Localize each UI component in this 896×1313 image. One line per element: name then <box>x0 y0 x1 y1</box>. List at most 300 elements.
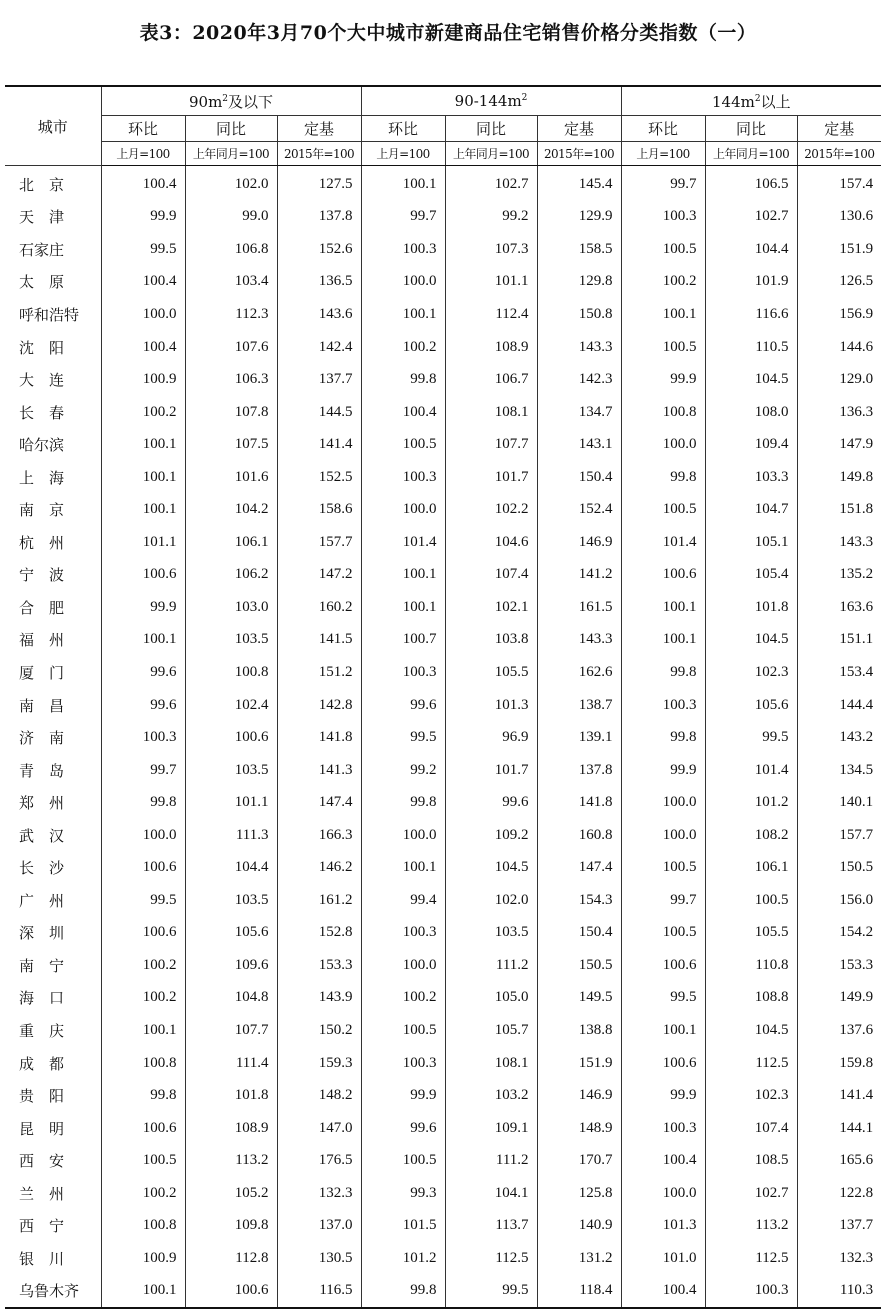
index-value-cell: 150.5 <box>537 949 621 982</box>
sub-header-mom: 环比 <box>101 116 185 142</box>
index-value-cell: 159.8 <box>797 1047 881 1080</box>
index-value-cell: 107.4 <box>445 559 537 592</box>
index-value-cell: 102.3 <box>705 1079 797 1112</box>
index-value-cell: 100.1 <box>101 461 185 494</box>
index-value-cell: 135.2 <box>797 559 881 592</box>
index-value-cell: 96.9 <box>445 721 537 754</box>
index-value-cell: 100.1 <box>361 298 445 331</box>
index-value-cell: 99.9 <box>621 754 705 787</box>
index-value-cell: 100.3 <box>621 201 705 234</box>
index-value-cell: 101.7 <box>445 754 537 787</box>
index-value-cell: 147.4 <box>277 786 361 819</box>
index-value-cell: 148.9 <box>537 1112 621 1145</box>
city-name-cell: 广 州 <box>19 891 65 910</box>
table-row <box>5 786 881 819</box>
index-value-cell: 99.5 <box>621 982 705 1015</box>
index-value-cell: 104.5 <box>705 363 797 396</box>
city-name-cell: 深 圳 <box>19 924 65 943</box>
index-value-cell: 157.7 <box>277 526 361 559</box>
index-value-cell: 101.8 <box>705 591 797 624</box>
index-value-cell: 152.4 <box>537 493 621 526</box>
index-value-cell: 137.7 <box>277 363 361 396</box>
index-value-cell: 126.5 <box>797 266 881 299</box>
index-value-cell: 100.0 <box>101 298 185 331</box>
index-value-cell: 101.3 <box>445 689 537 722</box>
base-label-prev-year: 上年同月=100 <box>185 142 277 166</box>
index-value-cell: 99.7 <box>621 884 705 917</box>
index-value-cell: 99.5 <box>101 233 185 266</box>
index-value-cell: 138.8 <box>537 1014 621 1047</box>
index-value-cell: 136.5 <box>277 266 361 299</box>
index-value-cell: 103.2 <box>445 1079 537 1112</box>
index-value-cell: 142.4 <box>277 331 361 364</box>
index-value-cell: 100.1 <box>361 559 445 592</box>
table-row <box>5 1242 881 1275</box>
index-value-cell: 100.4 <box>101 166 185 201</box>
sub-header-yoy: 同比 <box>445 116 537 142</box>
index-value-cell: 105.0 <box>445 982 537 1015</box>
city-name-cell: 银 川 <box>19 1249 65 1268</box>
index-value-cell: 100.8 <box>621 396 705 429</box>
index-value-cell: 100.5 <box>621 851 705 884</box>
index-value-cell: 100.5 <box>705 884 797 917</box>
index-value-cell: 152.8 <box>277 917 361 950</box>
index-value-cell: 138.7 <box>537 689 621 722</box>
index-value-cell: 104.4 <box>705 233 797 266</box>
index-value-cell: 100.1 <box>101 1014 185 1047</box>
index-value-cell: 107.3 <box>445 233 537 266</box>
index-value-cell: 105.6 <box>185 917 277 950</box>
index-value-cell: 100.3 <box>361 461 445 494</box>
index-value-cell: 125.8 <box>537 1177 621 1210</box>
index-value-cell: 100.6 <box>621 559 705 592</box>
city-column-header: 城市 <box>5 86 101 166</box>
index-value-cell: 142.3 <box>537 363 621 396</box>
index-value-cell: 141.4 <box>277 428 361 461</box>
table-row <box>5 233 881 266</box>
index-value-cell: 153.4 <box>797 656 881 689</box>
index-value-cell: 137.8 <box>537 754 621 787</box>
index-value-cell: 150.4 <box>537 917 621 950</box>
index-value-cell: 153.3 <box>277 949 361 982</box>
index-value-cell: 107.5 <box>185 428 277 461</box>
index-value-cell: 104.5 <box>705 1014 797 1047</box>
city-name-cell: 宁 波 <box>19 566 65 585</box>
index-value-cell: 170.7 <box>537 1144 621 1177</box>
index-value-cell: 141.2 <box>537 559 621 592</box>
index-value-cell: 129.9 <box>537 201 621 234</box>
index-value-cell: 141.8 <box>277 721 361 754</box>
index-value-cell: 147.4 <box>537 851 621 884</box>
index-value-cell: 100.2 <box>101 396 185 429</box>
index-value-cell: 108.0 <box>705 396 797 429</box>
index-value-cell: 102.7 <box>705 1177 797 1210</box>
index-value-cell: 149.9 <box>797 982 881 1015</box>
index-value-cell: 101.4 <box>705 754 797 787</box>
index-value-cell: 99.7 <box>621 166 705 201</box>
index-value-cell: 156.0 <box>797 884 881 917</box>
index-value-cell: 142.8 <box>277 689 361 722</box>
index-value-cell: 151.9 <box>537 1047 621 1080</box>
index-value-cell: 100.1 <box>621 298 705 331</box>
index-value-cell: 143.3 <box>537 331 621 364</box>
index-value-cell: 99.5 <box>705 721 797 754</box>
index-value-cell: 141.4 <box>797 1079 881 1112</box>
city-name-cell: 大 连 <box>19 371 65 390</box>
index-value-cell: 154.2 <box>797 917 881 950</box>
city-name-cell: 西 宁 <box>19 1217 65 1236</box>
index-value-cell: 100.2 <box>101 982 185 1015</box>
index-value-cell: 104.6 <box>445 526 537 559</box>
index-value-cell: 99.4 <box>361 884 445 917</box>
table-row <box>5 949 881 982</box>
index-value-cell: 104.1 <box>445 1177 537 1210</box>
index-value-cell: 103.8 <box>445 624 537 657</box>
index-value-cell: 100.6 <box>621 949 705 982</box>
city-name-cell: 南 昌 <box>19 696 65 715</box>
index-value-cell: 130.6 <box>797 201 881 234</box>
index-value-cell: 99.9 <box>361 1079 445 1112</box>
index-value-cell: 105.6 <box>705 689 797 722</box>
index-value-cell: 100.0 <box>101 819 185 852</box>
table-title: 表3：2020年3月70个大中城市新建商品住宅销售价格分类指数（一） <box>139 22 757 44</box>
index-value-cell: 102.0 <box>445 884 537 917</box>
index-value-cell: 158.6 <box>277 493 361 526</box>
index-value-cell: 106.3 <box>185 363 277 396</box>
index-value-cell: 150.8 <box>537 298 621 331</box>
index-value-cell: 143.3 <box>537 624 621 657</box>
table-row <box>5 201 881 234</box>
index-value-cell: 112.5 <box>705 1047 797 1080</box>
index-value-cell: 141.5 <box>277 624 361 657</box>
index-value-cell: 100.6 <box>621 1047 705 1080</box>
index-value-cell: 99.5 <box>361 721 445 754</box>
table-row <box>5 851 881 884</box>
index-value-cell: 103.5 <box>445 917 537 950</box>
index-value-cell: 101.6 <box>185 461 277 494</box>
index-value-cell: 100.8 <box>101 1210 185 1243</box>
index-value-cell: 109.8 <box>185 1210 277 1243</box>
index-value-cell: 158.5 <box>537 233 621 266</box>
table-row <box>5 428 881 461</box>
index-value-cell: 101.2 <box>361 1242 445 1275</box>
index-value-cell: 111.4 <box>185 1047 277 1080</box>
city-name-cell: 南 京 <box>19 501 65 520</box>
city-name-cell: 天 津 <box>19 208 65 227</box>
index-value-cell: 100.1 <box>361 591 445 624</box>
table-row <box>5 917 881 950</box>
index-value-cell: 100.0 <box>361 949 445 982</box>
index-value-cell: 162.6 <box>537 656 621 689</box>
index-value-cell: 163.6 <box>797 591 881 624</box>
index-value-cell: 100.6 <box>101 1112 185 1145</box>
index-value-cell: 99.5 <box>101 884 185 917</box>
base-label-prev-year: 上年同月=100 <box>705 142 797 166</box>
index-value-cell: 101.7 <box>445 461 537 494</box>
index-value-cell: 140.9 <box>537 1210 621 1243</box>
index-value-cell: 110.8 <box>705 949 797 982</box>
index-value-cell: 102.2 <box>445 493 537 526</box>
table-row <box>5 754 881 787</box>
index-value-cell: 100.3 <box>361 917 445 950</box>
index-value-cell: 108.9 <box>445 331 537 364</box>
index-value-cell: 100.3 <box>361 1047 445 1080</box>
index-value-cell: 109.2 <box>445 819 537 852</box>
index-value-cell: 150.5 <box>797 851 881 884</box>
index-value-cell: 145.4 <box>537 166 621 201</box>
index-value-cell: 99.8 <box>101 786 185 819</box>
index-value-cell: 100.6 <box>185 721 277 754</box>
index-value-cell: 100.3 <box>621 689 705 722</box>
index-value-cell: 100.3 <box>361 233 445 266</box>
index-value-cell: 160.8 <box>537 819 621 852</box>
city-name-cell: 青 岛 <box>19 761 65 780</box>
index-value-cell: 105.2 <box>185 1177 277 1210</box>
index-value-cell: 109.4 <box>705 428 797 461</box>
city-name-cell: 武 汉 <box>19 826 65 845</box>
index-value-cell: 99.8 <box>361 363 445 396</box>
index-value-cell: 112.5 <box>705 1242 797 1275</box>
city-name-cell: 西 安 <box>19 1152 65 1171</box>
table-row <box>5 1014 881 1047</box>
index-value-cell: 99.6 <box>101 689 185 722</box>
index-value-cell: 100.6 <box>185 1275 277 1309</box>
index-value-cell: 100.4 <box>101 266 185 299</box>
index-value-cell: 149.8 <box>797 461 881 494</box>
index-value-cell: 122.8 <box>797 1177 881 1210</box>
index-value-cell: 99.2 <box>445 201 537 234</box>
table-body <box>5 166 881 1309</box>
index-value-cell: 134.5 <box>797 754 881 787</box>
table-row <box>5 1177 881 1210</box>
index-value-cell: 99.3 <box>361 1177 445 1210</box>
index-value-cell: 107.7 <box>185 1014 277 1047</box>
index-value-cell: 106.7 <box>445 363 537 396</box>
index-value-cell: 101.1 <box>101 526 185 559</box>
index-value-cell: 116.6 <box>705 298 797 331</box>
index-value-cell: 146.9 <box>537 526 621 559</box>
city-name-cell: 海 口 <box>19 989 65 1008</box>
index-value-cell: 100.5 <box>361 1014 445 1047</box>
index-value-cell: 147.2 <box>277 559 361 592</box>
table-header <box>5 86 881 166</box>
index-value-cell: 99.0 <box>185 201 277 234</box>
index-value-cell: 143.1 <box>537 428 621 461</box>
index-value-cell: 99.9 <box>101 201 185 234</box>
index-value-cell: 99.7 <box>101 754 185 787</box>
table-row <box>5 266 881 299</box>
city-name-cell: 郑 州 <box>19 794 65 813</box>
index-value-cell: 137.7 <box>797 1210 881 1243</box>
index-value-cell: 100.4 <box>621 1275 705 1309</box>
index-value-cell: 99.6 <box>361 689 445 722</box>
sub-header-mom: 环比 <box>361 116 445 142</box>
index-value-cell: 149.5 <box>537 982 621 1015</box>
index-value-cell: 102.1 <box>445 591 537 624</box>
index-value-cell: 110.3 <box>797 1275 881 1309</box>
index-value-cell: 105.1 <box>705 526 797 559</box>
index-value-cell: 99.9 <box>621 363 705 396</box>
index-value-cell: 132.3 <box>797 1242 881 1275</box>
index-value-cell: 103.5 <box>185 624 277 657</box>
index-value-cell: 102.3 <box>705 656 797 689</box>
index-value-cell: 100.6 <box>101 851 185 884</box>
index-value-cell: 112.3 <box>185 298 277 331</box>
index-value-cell: 157.7 <box>797 819 881 852</box>
index-value-cell: 147.0 <box>277 1112 361 1145</box>
index-value-cell: 127.5 <box>277 166 361 201</box>
index-value-cell: 99.6 <box>445 786 537 819</box>
index-value-cell: 143.2 <box>797 721 881 754</box>
index-value-cell: 136.3 <box>797 396 881 429</box>
index-value-cell: 107.7 <box>445 428 537 461</box>
city-name-cell: 上 海 <box>19 468 65 487</box>
base-label-prev-month: 上月=100 <box>101 142 185 166</box>
city-name-cell: 呼和浩特 <box>19 305 80 324</box>
index-value-cell: 100.1 <box>101 1275 185 1309</box>
index-value-cell: 99.9 <box>101 591 185 624</box>
index-value-cell: 100.9 <box>101 1242 185 1275</box>
index-value-cell: 100.0 <box>621 819 705 852</box>
base-label-2015: 2015年=100 <box>537 142 621 166</box>
index-value-cell: 141.3 <box>277 754 361 787</box>
index-value-cell: 101.4 <box>621 526 705 559</box>
index-value-cell: 100.4 <box>361 396 445 429</box>
index-value-cell: 100.5 <box>621 493 705 526</box>
table-row <box>5 461 881 494</box>
index-value-cell: 100.6 <box>101 559 185 592</box>
index-value-cell: 112.8 <box>185 1242 277 1275</box>
index-value-cell: 100.5 <box>101 1144 185 1177</box>
base-label-prev-month: 上月=100 <box>361 142 445 166</box>
index-value-cell: 100.7 <box>361 624 445 657</box>
index-value-cell: 146.9 <box>537 1079 621 1112</box>
index-value-cell: 105.5 <box>705 917 797 950</box>
index-value-cell: 153.3 <box>797 949 881 982</box>
index-value-cell: 102.7 <box>705 201 797 234</box>
index-value-cell: 99.8 <box>361 1275 445 1309</box>
index-value-cell: 105.5 <box>445 656 537 689</box>
index-value-cell: 104.5 <box>445 851 537 884</box>
index-value-cell: 100.5 <box>361 428 445 461</box>
index-value-cell: 106.2 <box>185 559 277 592</box>
index-value-cell: 100.6 <box>101 917 185 950</box>
index-value-cell: 100.1 <box>101 493 185 526</box>
index-value-cell: 100.0 <box>621 428 705 461</box>
index-value-cell: 108.1 <box>445 396 537 429</box>
city-name-cell: 兰 州 <box>19 1184 65 1203</box>
index-value-cell: 143.9 <box>277 982 361 1015</box>
index-value-cell: 108.9 <box>185 1112 277 1145</box>
group-header-large: $144m^2$以上 <box>621 86 881 116</box>
city-name-cell: 沈 阳 <box>19 338 65 357</box>
index-value-cell: 101.4 <box>361 526 445 559</box>
city-name-cell: 贵 阳 <box>19 1087 65 1106</box>
city-name-cell: 成 都 <box>19 1054 65 1073</box>
index-value-cell: 156.9 <box>797 298 881 331</box>
sub-header-yoy: 同比 <box>705 116 797 142</box>
index-value-cell: 103.5 <box>185 754 277 787</box>
index-value-cell: 107.8 <box>185 396 277 429</box>
city-name-cell: 石家庄 <box>19 240 65 259</box>
table-row <box>5 1047 881 1080</box>
index-value-cell: 108.8 <box>705 982 797 1015</box>
index-value-cell: 99.8 <box>101 1079 185 1112</box>
index-value-cell: 152.5 <box>277 461 361 494</box>
table-row <box>5 559 881 592</box>
table-row <box>5 982 881 1015</box>
index-value-cell: 157.4 <box>797 166 881 201</box>
index-value-cell: 100.1 <box>621 624 705 657</box>
index-value-cell: 99.6 <box>361 1112 445 1145</box>
index-value-cell: 140.1 <box>797 786 881 819</box>
city-name-cell: 长 沙 <box>19 859 65 878</box>
index-value-cell: 104.2 <box>185 493 277 526</box>
table-row <box>5 1079 881 1112</box>
index-value-cell: 100.3 <box>101 721 185 754</box>
index-value-cell: 100.2 <box>621 266 705 299</box>
city-name-cell: 济 南 <box>19 729 65 748</box>
table-row <box>5 1275 881 1309</box>
base-label-prev-year: 上年同月=100 <box>445 142 537 166</box>
index-value-cell: 104.7 <box>705 493 797 526</box>
index-value-cell: 100.8 <box>101 1047 185 1080</box>
index-value-cell: 132.3 <box>277 1177 361 1210</box>
table-row <box>5 656 881 689</box>
index-value-cell: 159.3 <box>277 1047 361 1080</box>
index-value-cell: 99.8 <box>621 461 705 494</box>
index-value-cell: 101.2 <box>705 786 797 819</box>
index-value-cell: 150.2 <box>277 1014 361 1047</box>
index-value-cell: 99.5 <box>445 1275 537 1309</box>
index-value-cell: 152.6 <box>277 233 361 266</box>
table-row <box>5 396 881 429</box>
table-row <box>5 1210 881 1243</box>
index-value-cell: 150.4 <box>537 461 621 494</box>
index-value-cell: 105.7 <box>445 1014 537 1047</box>
table-row <box>5 298 881 331</box>
index-value-cell: 100.1 <box>101 428 185 461</box>
index-value-cell: 134.7 <box>537 396 621 429</box>
index-value-cell: 100.0 <box>621 1177 705 1210</box>
index-value-cell: 143.3 <box>797 526 881 559</box>
index-value-cell: 137.6 <box>797 1014 881 1047</box>
index-value-cell: 102.7 <box>445 166 537 201</box>
index-value-cell: 103.0 <box>185 591 277 624</box>
index-value-cell: 151.2 <box>277 656 361 689</box>
index-value-cell: 99.9 <box>621 1079 705 1112</box>
index-value-cell: 101.3 <box>621 1210 705 1243</box>
city-name-cell: 太 原 <box>19 273 65 292</box>
index-value-cell: 113.2 <box>705 1210 797 1243</box>
city-name-cell: 长 春 <box>19 403 65 422</box>
table-row <box>5 819 881 852</box>
city-name-cell: 哈尔滨 <box>19 436 65 455</box>
index-value-cell: 144.1 <box>797 1112 881 1145</box>
index-value-cell: 100.2 <box>361 982 445 1015</box>
index-value-cell: 116.5 <box>277 1275 361 1309</box>
city-name-cell: 合 肥 <box>19 598 65 617</box>
index-value-cell: 141.8 <box>537 786 621 819</box>
index-value-cell: 110.5 <box>705 331 797 364</box>
table-row <box>5 591 881 624</box>
index-value-cell: 100.2 <box>101 1177 185 1210</box>
index-value-cell: 151.9 <box>797 233 881 266</box>
index-value-cell: 161.2 <box>277 884 361 917</box>
index-value-cell: 130.5 <box>277 1242 361 1275</box>
index-value-cell: 113.7 <box>445 1210 537 1243</box>
index-value-cell: 166.3 <box>277 819 361 852</box>
